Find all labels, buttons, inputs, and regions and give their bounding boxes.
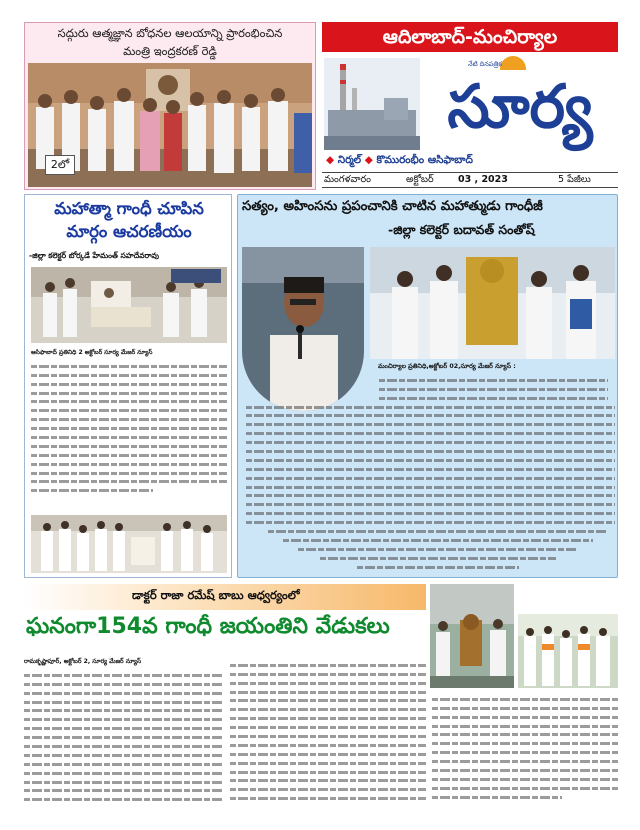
left-story <box>24 194 232 578</box>
masthead-tagline: నేటి దినపత్రిక <box>468 60 502 68</box>
bottom-story-photo-right <box>518 614 618 688</box>
power-plant-illustration <box>324 58 420 150</box>
masthead <box>322 22 618 190</box>
page-count: 5 పేజీలు <box>558 174 591 185</box>
left-story-dateline: ఆసిఫాబాద్ ప్రతినిధి 2 అక్టోబర్ సూర్య మేజర్ న్యూస్ <box>31 349 153 356</box>
center-story <box>237 194 618 578</box>
page-reference-badge: 2లో <box>45 155 75 175</box>
left-story-headline-line2: మార్గం ఆచరణీయం <box>66 222 192 241</box>
center-story-body <box>246 373 615 573</box>
date-month: అక్టోబర్ <box>406 174 434 185</box>
bottom-story-kicker: డాక్టర్ రాజా రమేష్ బాబు ఆధ్వర్యంలో <box>132 588 300 602</box>
bottom-story-body-col3 <box>432 692 618 818</box>
center-story-headline: సత్యం, అహింసను ప్రపంచానికి చాటిన మహాత్ముడు గాంధీజీ <box>242 199 543 214</box>
top-photo-block <box>24 22 316 190</box>
left-story-byline: -జిల్లా కలెక్టర్ బోర్కడే హేమంత్ సహదేవరావు <box>29 251 159 260</box>
center-story-dateline: మంచిర్యాల ప్రతినిధి,అక్టోబర్ 02,సూర్య మేజర్ న్యూస్ : <box>378 363 516 370</box>
district-nirmal: నిర్మల్ <box>337 154 362 166</box>
left-story-photo-top <box>31 267 227 343</box>
date-bar <box>322 172 618 188</box>
district-asifabad: కొమురంభీం ఆసిఫాబాద్ <box>376 154 473 166</box>
diamond-icon: ◆ <box>326 154 338 166</box>
left-story-photo-bottom <box>31 515 227 573</box>
diamond-icon: ◆ <box>364 154 377 166</box>
top-photo-caption-line1: సద్గురు ఆత్మజ్ఞాన బోధనల ఆలయాన్ని ప్రారంభించిన <box>57 26 283 40</box>
bottom-story-body-col1 <box>24 668 224 818</box>
top-photo-caption-line2: మంత్రి ఇంద్రకరణ్ రెడ్డి <box>123 44 217 58</box>
date-value: 03 , 2023 <box>458 174 508 185</box>
bottom-story-headline: ఘనంగా154వ గాంధీ జయంతిని వేడుకలు <box>26 614 390 639</box>
bottom-story-body-col2 <box>230 658 426 818</box>
center-story-byline: -జిల్లా కలెక్టర్ బదావత్ సంతోష్ <box>388 222 535 237</box>
bottom-story <box>22 584 620 820</box>
bottom-story-dateline: రామకృష్ణాపూర్, అక్టోబర్ 2, సూర్య మేజర్ న్యూస్ <box>24 658 142 665</box>
left-story-headline-line1: మహాత్మా గాంధీ చూపిన <box>54 199 204 218</box>
date-day: మంగళవారం <box>324 174 371 185</box>
sun-logo-icon <box>500 56 526 70</box>
left-story-body <box>31 359 227 509</box>
masthead-region-banner: ఆదిలాబాద్-మంచిర్యాల <box>322 22 618 52</box>
bottom-story-photo-left <box>430 584 514 688</box>
masthead-title: సూర్య <box>447 72 593 142</box>
district-line <box>326 154 616 168</box>
gandhi-statue-garland-photo <box>370 247 615 359</box>
